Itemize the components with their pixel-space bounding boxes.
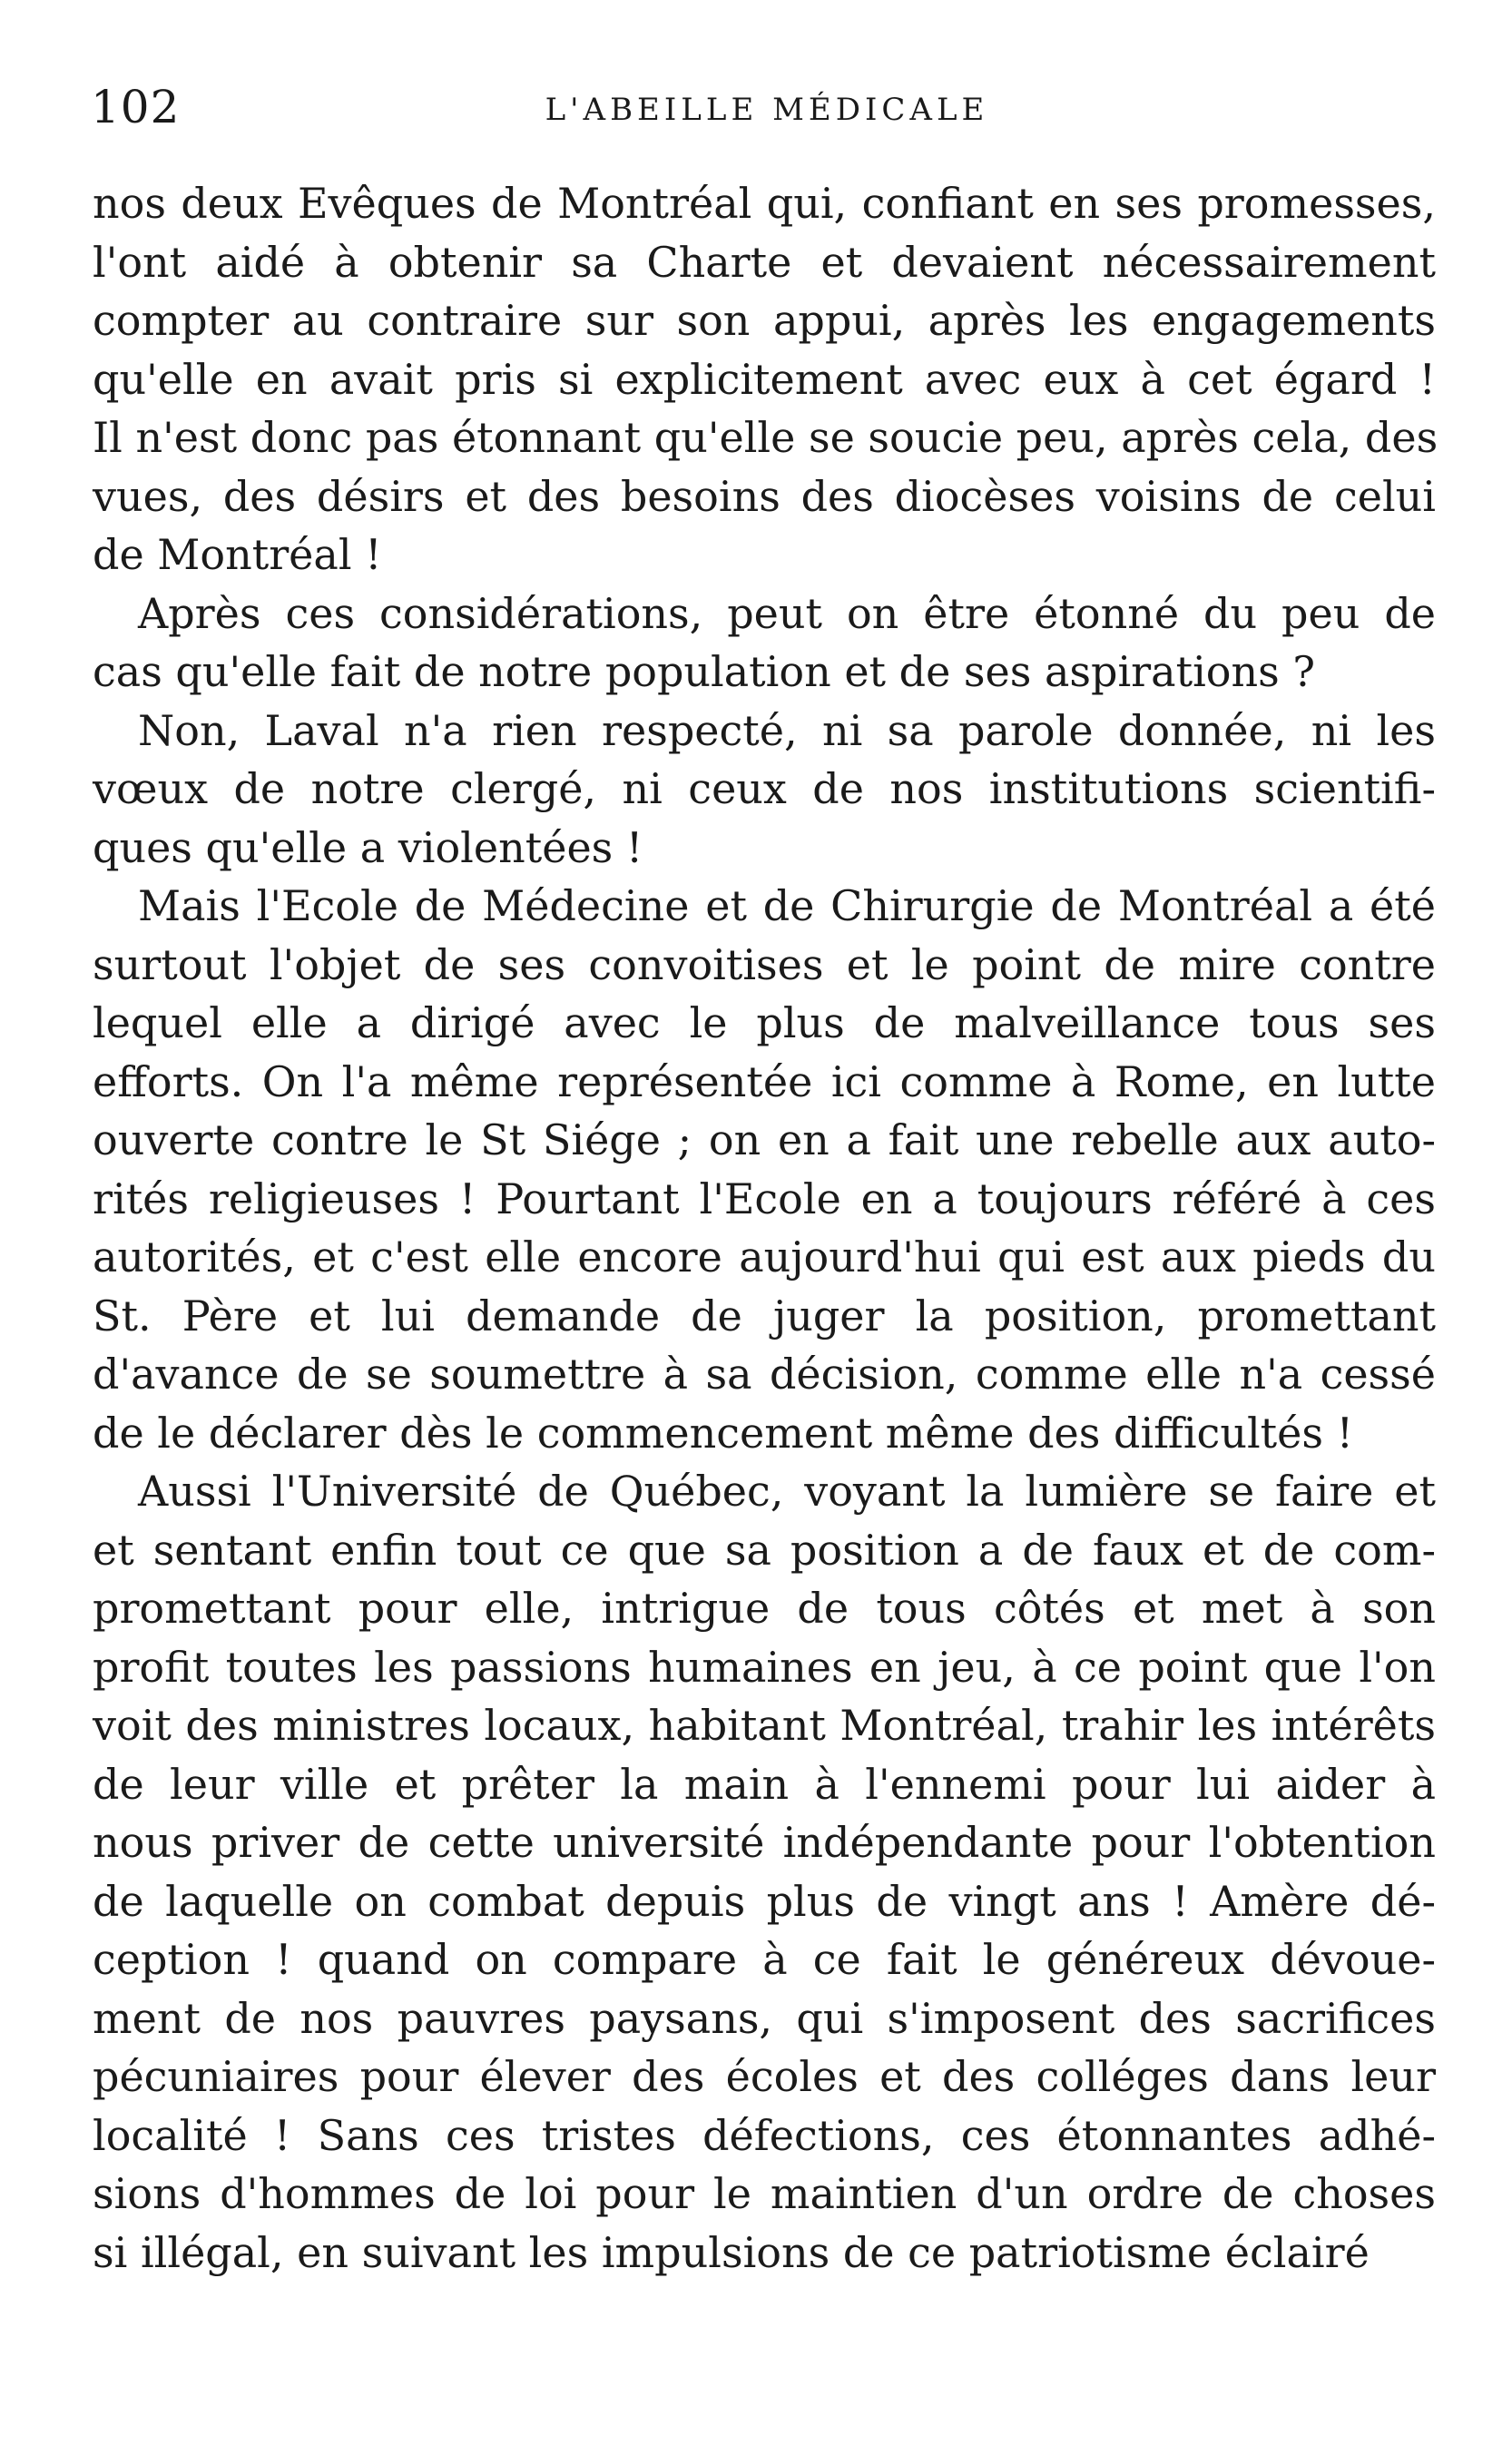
paragraph-4: [93, 877, 1436, 1462]
text-line: l'ont aidé à obtenir sa Charte et devaient nécessairement: [93, 237, 1436, 287]
text-line: ment de nos pauvres paysans, qui s'imposent des sacrifices: [93, 1993, 1436, 2043]
text-line: surtout l'objet de ses convoitises et le point de mire contre: [93, 939, 1436, 989]
text-line: cas qu'elle fait de notre population et de ses aspirations ?: [93, 647, 1316, 696]
text-line: St. Père et lui demande de juger la position, promettant: [93, 1291, 1436, 1340]
text-line: sions d'hommes de loi pour le maintien d'un ordre de choses: [93, 2169, 1436, 2218]
paragraph-5: [93, 1462, 1436, 2282]
paragraph-1: [93, 174, 1436, 584]
text-line: qu'elle en avait pris si explicitement avec eux à cet égard !: [93, 354, 1436, 404]
text-line: de leur ville et prêter la main à l'ennemi pour lui aider à: [93, 1759, 1436, 1809]
body-text: [93, 174, 1436, 2398]
text-line: de laquelle on combat depuis plus de vingt ans ! Amère dé-: [93, 1876, 1436, 1926]
text-line: Après ces considérations, peut on être étonné du peu de: [138, 588, 1436, 638]
text-line: ouverte contre le St Siége ; on en a fait une rebelle aux auto-: [93, 1115, 1436, 1164]
text-line: autorités, et c'est elle encore aujourd'hui qui est aux pieds du: [93, 1232, 1436, 1281]
text-line: rités religieuses ! Pourtant l'Ecole en a toujours référé à ces: [93, 1173, 1436, 1223]
text-line: ception ! quand on compare à ce fait le généreux dévoue-: [93, 1935, 1436, 1984]
page-number: 102: [91, 81, 181, 133]
text-line: Aussi l'Université de Québec, voyant la lumière se faire et: [138, 1467, 1436, 1516]
paragraph-2: [93, 584, 1436, 702]
text-line: efforts. On l'a même représentée ici comme à Rome, en lutte: [93, 1056, 1436, 1106]
text-line: vues, des désirs et des besoins des diocèses voisins de celui: [93, 471, 1436, 521]
text-line: pécuniaires pour élever des écoles et des colléges dans leur: [93, 2052, 1436, 2101]
text-line: de le déclarer dès le commencement même des difficultés !: [93, 1408, 1354, 1458]
text-line: Il n'est donc pas étonnant qu'elle se soucie peu, après cela, des: [93, 413, 1438, 462]
text-line: nous priver de cette université indépendante pour l'obtention: [93, 1818, 1436, 1867]
text-line: et sentant enfin tout ce que sa position a de faux et de com-: [93, 1525, 1436, 1575]
text-line: si illégal, en suivant les impulsions de ce patriotisme éclairé: [93, 2227, 1370, 2277]
text-line: compter au contraire sur son appui, après les engagements: [93, 296, 1436, 345]
text-line: ques qu'elle a violentées !: [93, 822, 643, 872]
text-line: profit toutes les passions humaines en jeu, à ce point que l'on: [93, 1642, 1436, 1692]
text-line: Non, Laval n'a rien respecté, ni sa parole donnée, ni les: [138, 705, 1436, 755]
text-line: lequel elle a dirigé avec le plus de malveillance tous ses: [93, 998, 1436, 1047]
text-line: vœux de notre clergé, ni ceux de nos institutions scientifi-: [93, 764, 1436, 813]
text-line: voit des ministres locaux, habitant Montréal, trahir les intérêts: [93, 1701, 1436, 1750]
text-line: de Montréal !: [93, 530, 382, 579]
running-head: [91, 80, 1443, 134]
running-title: L'ABEILLE MÉDICALE: [545, 92, 989, 128]
paragraph-3: [93, 702, 1436, 878]
text-line: promettant pour elle, intrigue de tous côtés et met à son: [93, 1584, 1436, 1633]
text-line: d'avance de se soumettre à sa décision, comme elle n'a cessé: [93, 1350, 1436, 1399]
text-line: localité ! Sans ces tristes défections, ces étonnantes adhé-: [93, 2110, 1436, 2160]
text-line: nos deux Evêques de Montréal qui, confiant en ses promesses,: [93, 179, 1436, 228]
text-line: Mais l'Ecole de Médecine et de Chirurgie de Montréal a été: [138, 881, 1436, 930]
